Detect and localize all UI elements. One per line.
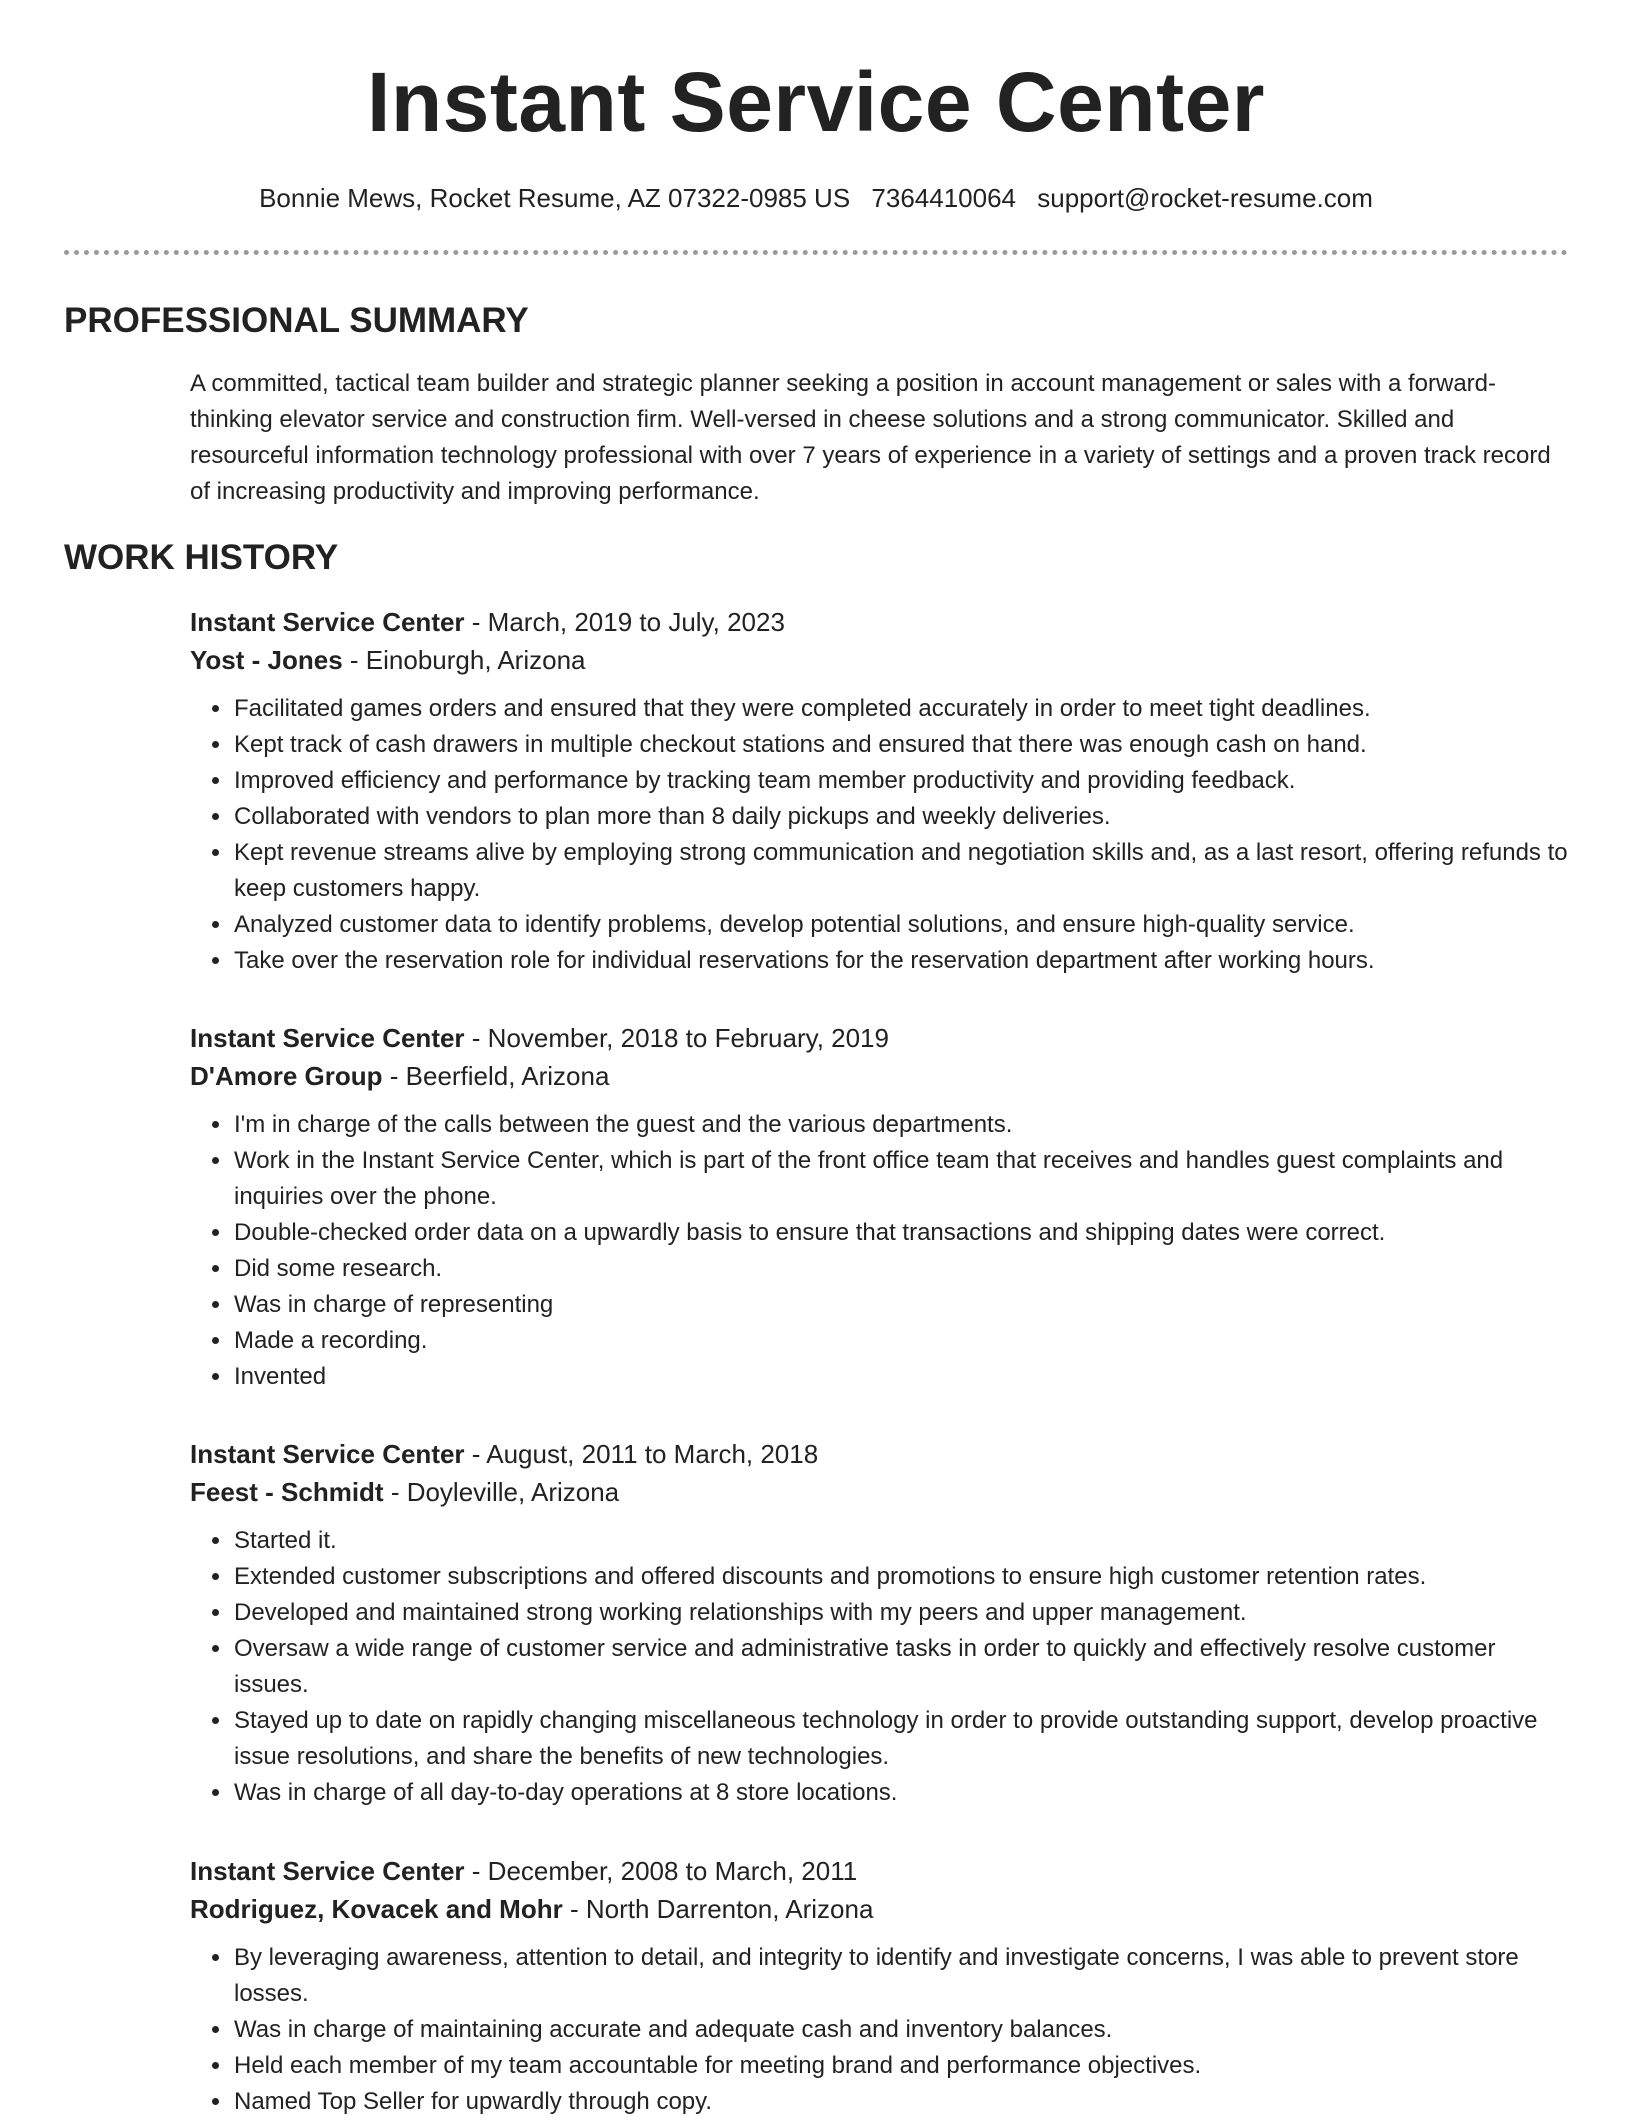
job-title: Instant Service Center bbox=[190, 1856, 465, 1886]
list-item: • Was in charge of maintaining accurate and adequate cash and inventory balances. bbox=[233, 2012, 1570, 2048]
list-item: • Extended customer subscriptions and offered discounts and promotions to ensure high customer retention rates. bbox=[233, 1559, 1570, 1595]
job-title-line bbox=[190, 1852, 1570, 1890]
job-bullets bbox=[190, 1523, 1570, 1811]
job-title-line bbox=[190, 603, 1570, 641]
job-company: Rodriguez, Kovacek and Mohr bbox=[190, 1894, 563, 1924]
list-item: • Was in charge of representing bbox=[233, 1287, 1570, 1323]
list-item: • Made a recording. bbox=[233, 1323, 1570, 1359]
header-divider bbox=[64, 250, 1568, 255]
resume-name: Instant Service Center bbox=[366, 55, 1265, 149]
list-item: • Developed and maintained strong working relationships with my peers and upper management. bbox=[233, 1595, 1570, 1631]
list-item: • Started it. bbox=[233, 1523, 1570, 1559]
job-dates: - March, 2019 to July, 2023 bbox=[464, 607, 785, 637]
section-title-work-history: WORK HISTORY bbox=[64, 538, 339, 577]
job-location: - Beerfield, Arizona bbox=[382, 1061, 610, 1091]
job-entry bbox=[190, 1019, 1570, 1395]
list-item: • Did some research. bbox=[233, 1251, 1570, 1287]
job-title: Instant Service Center bbox=[190, 607, 465, 637]
job-company-line bbox=[190, 1057, 1570, 1095]
job-title-line bbox=[190, 1435, 1570, 1473]
job-company-line bbox=[190, 641, 1570, 679]
job-entry bbox=[190, 603, 1570, 979]
list-item: • Named Top Seller for upwardly through copy. bbox=[233, 2084, 1570, 2120]
list-item: • Collaborated with vendors to plan more than 8 daily pickups and weekly deliveries. bbox=[233, 799, 1570, 835]
contact-address: Bonnie Mews, Rocket Resume, AZ 07322-0985 US bbox=[259, 183, 851, 213]
job-title: Instant Service Center bbox=[190, 1023, 465, 1053]
list-item: • Work in the Instant Service Center, which is part of the front office team that receives and handles guest complaints and inquiries over the phone. bbox=[233, 1143, 1570, 1215]
job-location: - North Darrenton, Arizona bbox=[562, 1894, 874, 1924]
job-company: Yost - Jones bbox=[190, 645, 343, 675]
list-item: • Improved efficiency and performance by tracking team member productivity and providing feedback. bbox=[233, 763, 1570, 799]
list-item: • Facilitated games orders and ensured that they were completed accurately in order to meet tight deadlines. bbox=[233, 691, 1570, 727]
list-item: • Oversaw a wide range of customer service and administrative tasks in order to quickly and effectively resolve customer issues. bbox=[233, 1631, 1570, 1703]
job-company-line bbox=[190, 1473, 1570, 1511]
section-title-summary: PROFESSIONAL SUMMARY bbox=[64, 301, 529, 340]
job-location: - Einoburgh, Arizona bbox=[342, 645, 586, 675]
job-company: Feest - Schmidt bbox=[190, 1477, 384, 1507]
job-dates: - November, 2018 to February, 2019 bbox=[464, 1023, 889, 1053]
job-bullets bbox=[190, 691, 1570, 979]
job-location: - Doyleville, Arizona bbox=[383, 1477, 620, 1507]
contact-info bbox=[0, 180, 1632, 216]
list-item: • Kept revenue streams alive by employing strong communication and negotiation skills and, as a last resort, offering refunds to keep customers happy. bbox=[233, 835, 1570, 907]
summary-text: A committed, tactical team builder and strategic planner seeking a position in account management or sales with a forward-thinking elevator service and construction firm. Well-versed in cheese solutions and a strong communicator. Skilled and resourceful information technology professional with over 7 years of experience in a variety of settings and a proven track record of increasing productivity and improving performance. bbox=[190, 370, 1551, 505]
job-bullets bbox=[190, 1107, 1570, 1395]
job-dates: - August, 2011 to March, 2018 bbox=[464, 1439, 819, 1469]
job-company: D'Amore Group bbox=[190, 1061, 383, 1091]
contact-email: support@rocket-resume.com bbox=[1037, 183, 1373, 213]
list-item: • Kept track of cash drawers in multiple checkout stations and ensured that there was enough cash on hand. bbox=[233, 727, 1570, 763]
list-item: • Held each member of my team accountable for meeting brand and performance objectives. bbox=[233, 2048, 1570, 2084]
list-item: • Was in charge of all day-to-day operations at 8 store locations. bbox=[233, 1775, 1570, 1811]
contact-phone: 7364410064 bbox=[871, 183, 1017, 213]
list-item: • By leveraging awareness, attention to detail, and integrity to identify and investigate concerns, I was able to prevent store losses. bbox=[233, 1940, 1570, 2012]
job-company-line bbox=[190, 1890, 1570, 1928]
job-entry bbox=[190, 1435, 1570, 1811]
list-item: • I'm in charge of the calls between the guest and the various departments. bbox=[233, 1107, 1570, 1143]
job-title-line bbox=[190, 1019, 1570, 1057]
job-dates: - December, 2008 to March, 2011 bbox=[464, 1856, 858, 1886]
list-item: • Stayed up to date on rapidly changing miscellaneous technology in order to provide outstanding support, develop proactive issue resolutions, and share the benefits of new technologies. bbox=[233, 1703, 1570, 1775]
list-item: • Analyzed customer data to identify problems, develop potential solutions, and ensure high-quality service. bbox=[233, 907, 1570, 943]
list-item: • Take over the reservation role for individual reservations for the reservation department after working hours. bbox=[233, 943, 1570, 979]
job-bullets bbox=[190, 1940, 1570, 2120]
list-item: • Double-checked order data on a upwardly basis to ensure that transactions and shipping dates were correct. bbox=[233, 1215, 1570, 1251]
job-entry bbox=[190, 1852, 1570, 2120]
job-title: Instant Service Center bbox=[190, 1439, 465, 1469]
list-item: • Invented bbox=[233, 1359, 1570, 1395]
